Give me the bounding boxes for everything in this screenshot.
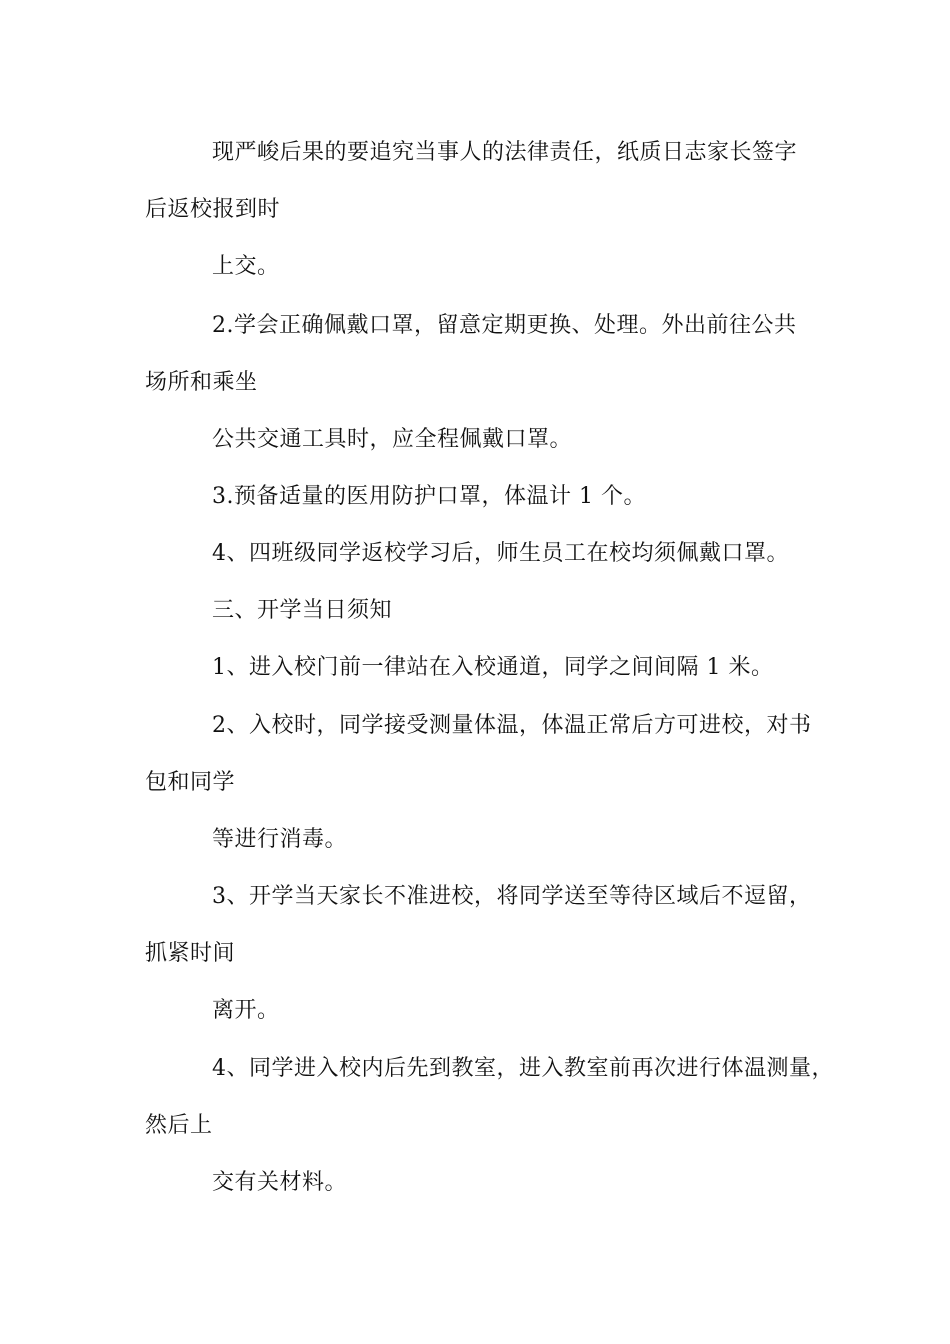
text-line: 包和同学 bbox=[145, 770, 236, 795]
text-line: 公共交通工具时，应全程佩戴口罩。 bbox=[212, 427, 573, 452]
text-line: 然后上 bbox=[145, 1113, 213, 1138]
text-line: 3.预备适量的医用防护口罩，体温计 1 个。 bbox=[212, 484, 646, 509]
text-line: 现严峻后果的要追究当事人的法律责任，纸质日志家长签字 bbox=[212, 140, 798, 165]
text-line: 抓紧时间 bbox=[145, 941, 236, 966]
text-line: 上交。 bbox=[212, 254, 280, 279]
text-line: 1、进入校门前一律站在入校通道，同学之间间隔 1 米。 bbox=[212, 655, 774, 680]
text-line: 3、开学当天家长不准进校，将同学送至等待区域后不逗留， bbox=[212, 884, 812, 909]
text-line: 2、入校时，同学接受测量体温，体温正常后方可进校，对书 bbox=[212, 713, 812, 738]
text-line: 4、同学进入校内后先到教室，进入教室前再次进行体温测量， bbox=[212, 1056, 834, 1081]
text-line: 后返校报到时 bbox=[145, 197, 281, 222]
section-heading: 三、开学当日须知 bbox=[212, 598, 393, 623]
text-line: 等进行消毒。 bbox=[212, 827, 348, 852]
text-line: 离开。 bbox=[212, 998, 280, 1023]
text-line: 交有关材料。 bbox=[212, 1170, 348, 1195]
text-line: 2.学会正确佩戴口罩，留意定期更换、处理。外出前往公共 bbox=[212, 313, 797, 338]
text-line: 4、四班级同学返校学习后，师生员工在校均须佩戴口罩。 bbox=[212, 541, 789, 566]
text-line: 场所和乘坐 bbox=[145, 370, 258, 395]
